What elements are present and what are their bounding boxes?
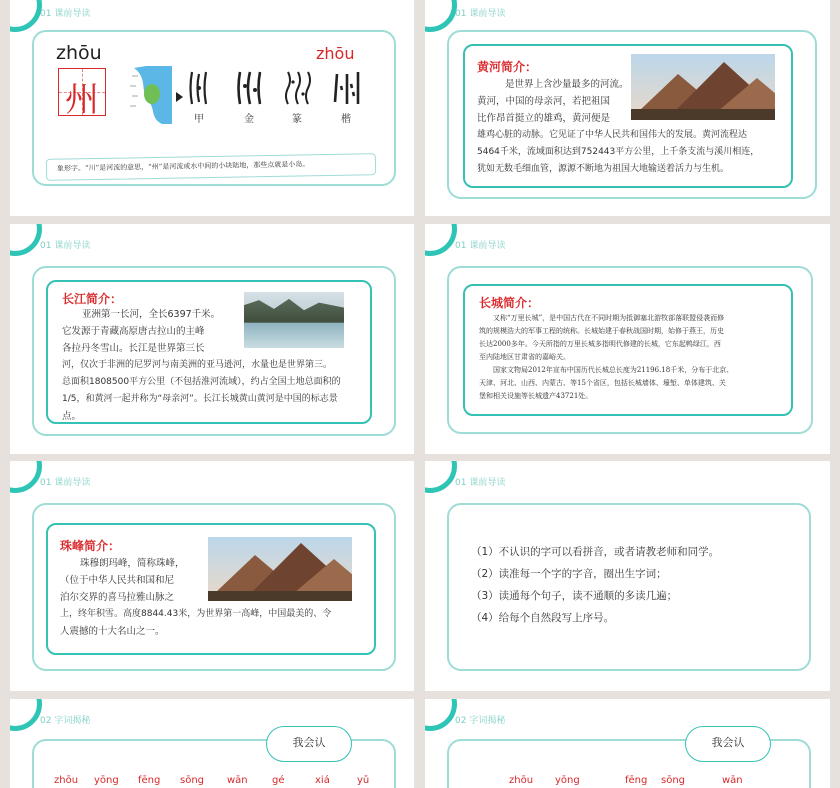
slide-word-reveal-2[interactable] xyxy=(425,699,830,788)
text-line: （位于中华人民共和国和尼 xyxy=(60,575,175,586)
glyph-bronze xyxy=(236,70,264,110)
text-line: 国家文物局2012年宣布中国历代长城总长度为21196.18千米，分布于北京、 xyxy=(493,366,734,374)
step-line: （2）读准每一个字的字音，圈出生字词； xyxy=(471,568,667,580)
section-label: 01 课前导读 xyxy=(40,478,91,488)
step-line: （3）读通每个句子，读不通顺的多读几遍； xyxy=(471,590,678,602)
text-line: 是世界上含沙量最多的河流。 xyxy=(505,79,629,90)
text-line: 点。 xyxy=(62,411,82,422)
section-label: 02 字词揭秘 xyxy=(40,716,91,726)
glyph-regular xyxy=(332,70,362,110)
intro-title: 长城简介： xyxy=(479,296,540,310)
slide-reading-steps[interactable] xyxy=(425,461,830,691)
river-island-icon xyxy=(128,66,172,124)
slide-yangtze[interactable] xyxy=(10,224,414,454)
text-line: 上，终年积雪。高度8844.43米，为世界第一高峰，中国最美的、令 xyxy=(60,609,332,619)
slide-great-wall[interactable] xyxy=(425,224,830,454)
pinyin-item: sōng xyxy=(661,775,686,786)
intro-title: 珠峰简介： xyxy=(60,539,121,553)
pinyin-item: gé xyxy=(272,775,285,786)
glyph-label-oracle: 甲 xyxy=(194,114,204,125)
step-line: （4）给每个自然段写上序号。 xyxy=(471,612,615,624)
section-label: 02 字词揭秘 xyxy=(455,716,506,726)
text-line: 筑的规模浩大的军事工程的统称。长城始建于春秋战国时期，始修于燕王，历史 xyxy=(479,327,724,335)
glyph-oracle xyxy=(188,70,210,110)
pinyin-left: zhōu xyxy=(56,42,102,64)
glyph-seal xyxy=(284,70,312,110)
pinyin-item: zhōu xyxy=(54,775,79,786)
slide-word-reveal[interactable] xyxy=(10,699,414,788)
zhou-char: 州 xyxy=(65,80,99,120)
glyph-label-regular: 楷 xyxy=(341,114,351,125)
step-line: （1）不认识的字可以看拼音，或者请教老师和同学。 xyxy=(471,546,720,558)
text-line: 比作昂首挺立的雄鸡，黄河便是 xyxy=(477,113,611,124)
arrow-right-icon xyxy=(176,92,183,102)
text-line: 5464千米，流域面积达到752443平方公里，上千条支流与溪川相连， xyxy=(477,147,760,157)
slide-zhou-char[interactable] xyxy=(10,0,414,216)
section-label: 01 课前导读 xyxy=(40,241,91,251)
text-line: 它发源于青藏高原唐古拉山的主峰 xyxy=(62,326,205,337)
intro-title: 黄河简介： xyxy=(477,60,538,74)
text-line: 雄鸡心脏的动脉。它见证了中华人民共和国伟大的发展。黄河流程达 xyxy=(477,130,748,140)
cloud-bubble: 我会认 xyxy=(685,726,771,762)
pinyin-right: zhōu xyxy=(316,44,355,63)
pinyin-item: wān xyxy=(722,775,743,786)
text-line: 总面积1808500平方公里（不包括淮河流域），约占全国土地总面积的 xyxy=(62,377,341,387)
glyph-label-seal: 篆 xyxy=(292,114,302,125)
pinyin-item: yōng xyxy=(555,775,580,786)
text-line: 泊尔交界的喜马拉雅山脉之 xyxy=(60,592,175,603)
pinyin-item: yōng xyxy=(94,775,119,786)
section-label: 01 课前导读 xyxy=(40,9,91,19)
pinyin-item: yǔ xyxy=(357,775,370,786)
pinyin-item: fēng xyxy=(138,775,161,786)
pinyin-item: xiá xyxy=(315,775,330,786)
pinyin-item: zhōu xyxy=(509,775,534,786)
pinyin-item: wān xyxy=(227,775,248,786)
text-line: 至内陆地区甘肃省的嘉峪关。 xyxy=(479,353,570,361)
text-line: 1/5，和黄河一起并称为“母亲河”。长江长城黄山黄河是中国的标志景 xyxy=(62,394,338,404)
text-line: 黄河，中国的母亲河，若把祖国 xyxy=(477,96,611,107)
text-line: 天津、河北、山西、内蒙古、等15个省区，包括长城墙体、壕堑、单体建筑、关 xyxy=(479,379,726,387)
cloud-bubble: 我会认 xyxy=(266,726,352,762)
section-label: 01 课前导读 xyxy=(455,478,506,488)
text-line: 各拉丹冬雪山。长江是世界第三长 xyxy=(62,343,205,354)
text-line: 珠穆朗玛峰，简称珠峰， xyxy=(80,558,185,569)
char-tian-grid xyxy=(58,68,106,120)
section-label: 01 课前导读 xyxy=(455,9,506,19)
text-line: 人震撼的十大名山之一。 xyxy=(60,626,165,637)
text-line: 河，仅次于非洲的尼罗河与南美洲的亚马逊河，水量也是世界第三。 xyxy=(62,360,333,370)
slide-yellow-river[interactable] xyxy=(425,0,830,216)
text-line: 又称“万里长城”，是中国古代在不同时期为抵御塞北游牧部落联盟侵袭而修 xyxy=(493,314,725,322)
text-line: 长达2000多年。今天所指的万里长城多指明代修建的长城，它东起鸭绿江，西 xyxy=(479,340,721,348)
text-line: 堡和相关设施等长城遗产43721处。 xyxy=(479,392,593,400)
intro-title: 长江简介： xyxy=(62,292,123,306)
pinyin-item: fēng xyxy=(625,775,648,786)
glyph-label-bronze: 金 xyxy=(244,114,254,125)
text-line: 亚洲第一长河，全长6397千米。 xyxy=(82,309,221,320)
section-label: 01 课前导读 xyxy=(455,241,506,251)
caption-text: 象形字。“川”是河流的意思，“州”是河流或水中间的小块陆地，那些点就是小岛。 xyxy=(56,160,310,173)
slide-everest[interactable] xyxy=(10,461,414,691)
pinyin-item: sōng xyxy=(180,775,205,786)
text-line: 犹如无数毛细血管，源源不断地为祖国大地输送着活力与生机。 xyxy=(477,164,730,174)
